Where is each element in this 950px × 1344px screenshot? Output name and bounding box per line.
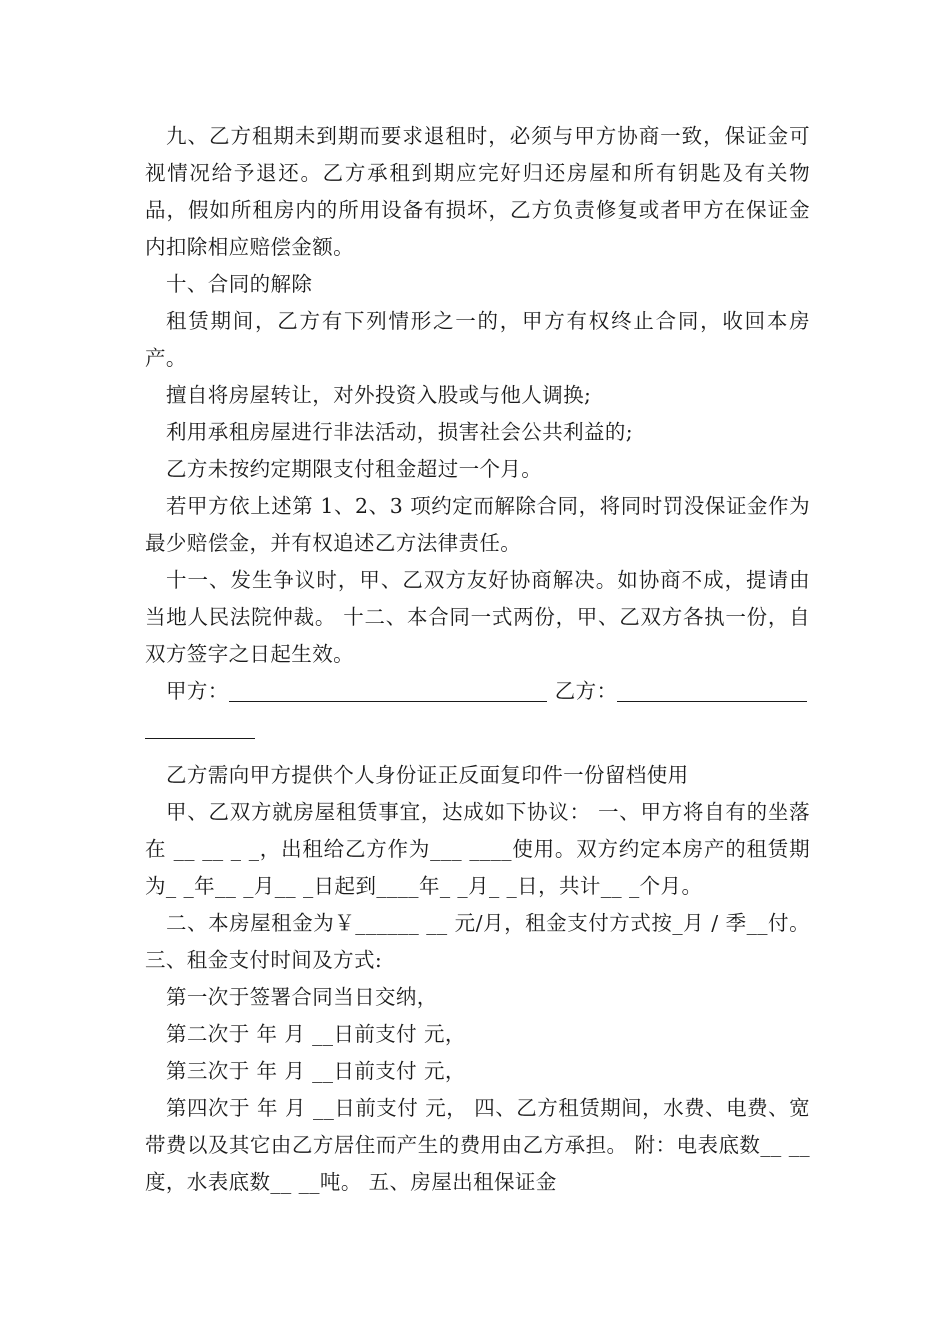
clause-1-property: 甲、乙双方就房屋租赁事宜，达成如下协议： 一、甲方将自有的坐落在 __ __ _ _，出租给乙方作为___ ____使用。双方约定本房产的租赁期为_ _年__ _月__ _日起到____年_ _月_ _日，共计__ _个月。 [145, 800, 810, 898]
signature-line-continued [145, 710, 810, 747]
clause-9: 九、乙方租期未到期而要求退租时，必须与甲方协商一致，保证金可视情况给予退还。乙方承租到期应完好归还房屋和所有钥匙及有关物品，假如所租房内的所用设备有损坏，乙方负责修复或者甲方在保证金内扣除相应赔偿金额。 [145, 124, 810, 259]
party-a-label: 甲方： [166, 679, 229, 703]
payment-1: 第一次于签署合同当日交纳， [166, 985, 438, 1009]
document-body [145, 118, 810, 1201]
payment-4-clause-4-5: 第四次于 年 月 __日前支付 元， 四、乙方租赁期间，水费、电费、宽带费以及其它由乙方居住而产生的费用由乙方承担。 附：电表底数__ __度，水表底数__ __吨。 五、房屋出租保证金 [145, 1096, 810, 1194]
party-b-label: 乙方： [554, 679, 618, 703]
payment-2: 第二次于 年 月 __日前支付 元， [166, 1022, 466, 1046]
termination-item-3: 乙方未按约定期限支付租金超过一个月。 [166, 457, 543, 481]
clause-11-12: 十一、发生争议时，甲、乙双方友好协商解决。如协商不成，提请由当地人民法院仲裁。 十二、本合同一式两份，甲、乙双方各执一份，自双方签字之日起生效。 [145, 568, 810, 666]
party-a-signature-blank [229, 679, 547, 702]
clause-2-3-rent: 二、本房屋租金为￥______ __ 元/月，租金支付方式按_月 / 季__付。 三、租金支付时间及方式: [145, 911, 810, 972]
termination-penalty: 若甲方依上述第 1、2、3 项约定而解除合同，将同时罚没保证金作为最少赔偿金，并有权追述乙方法律责任。 [145, 494, 810, 555]
signature-line [145, 673, 810, 710]
id-copy-note: 乙方需向甲方提供个人身份证正反面复印件一份留档使用 [166, 763, 689, 787]
termination-item-1: 擅自将房屋转让，对外投资入股或与他人调换; [166, 383, 592, 407]
party-b-signature-blank [617, 679, 807, 702]
termination-item-2: 利用承租房屋进行非法活动，损害社会公共利益的; [166, 420, 634, 444]
payment-3: 第三次于 年 月 __日前支付 元， [166, 1059, 466, 1083]
clause-10-heading: 十、合同的解除 [166, 272, 313, 296]
termination-intro: 租赁期间，乙方有下列情形之一的，甲方有权终止合同，收回本房产。 [145, 309, 810, 370]
party-b-signature-blank-continued [145, 716, 255, 739]
